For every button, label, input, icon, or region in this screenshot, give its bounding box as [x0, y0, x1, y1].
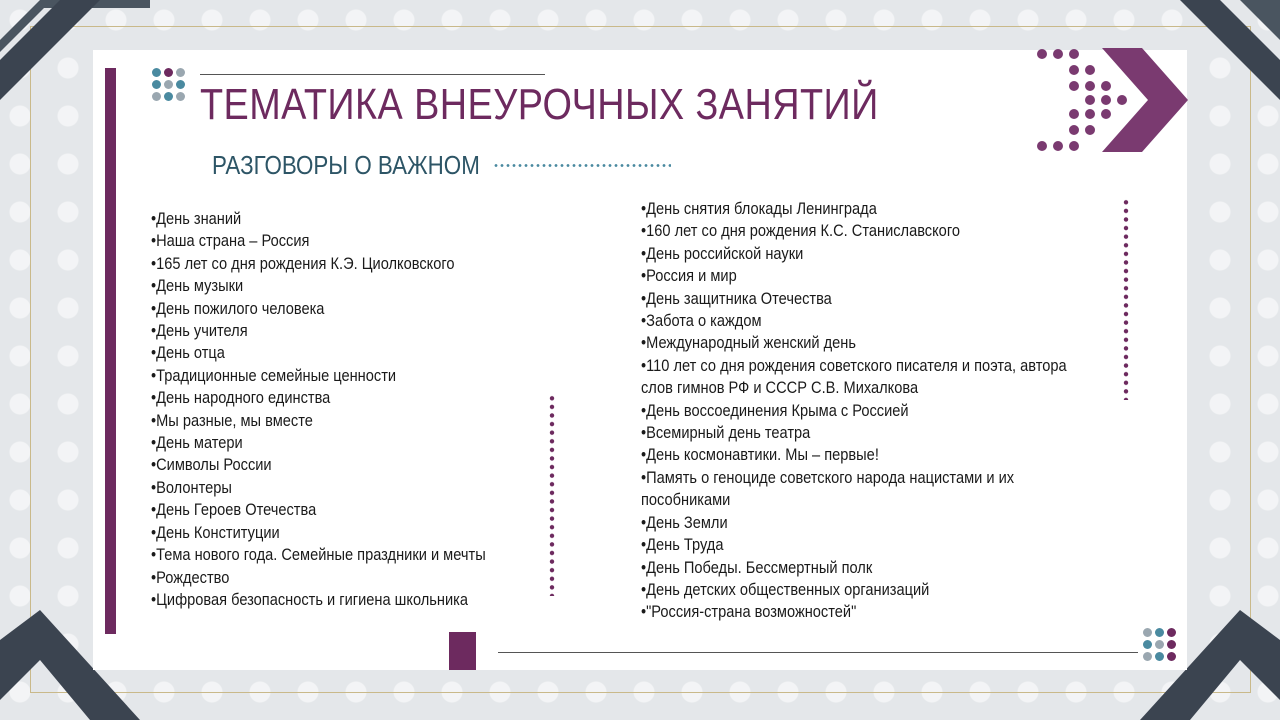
topic-item: •День Героев Отечества — [151, 500, 317, 520]
topics-list-left — [151, 208, 486, 611]
topic-item: •Всемирный день театра — [641, 423, 811, 443]
topic-item: •День музыки — [151, 276, 244, 296]
topic-item: •Память о геноциде советского народа нацистами и их — [641, 467, 1015, 487]
topic-item: •День учителя — [151, 321, 248, 341]
topic-item: •160 лет со дня рождения К.С. Станиславского — [641, 221, 960, 241]
title-rule — [200, 74, 545, 75]
topic-item: •День Земли — [641, 512, 728, 532]
topic-item: •Россия и мир — [641, 266, 737, 286]
page-subtitle: РАЗГОВОРЫ О ВАЖНОМ — [212, 150, 480, 180]
topic-item: •Рождество — [151, 567, 230, 587]
frame-line-top — [30, 26, 1250, 27]
footer-rule — [498, 652, 1138, 653]
topic-item: •День матери — [151, 433, 243, 453]
topic-item: •День Победы. Бессмертный полк — [641, 557, 873, 577]
topic-item: •День Труда — [641, 535, 724, 555]
topic-item: •"Россия-страна возможностей" — [641, 602, 857, 622]
page-title: ТЕМАТИКА ВНЕУРОЧНЫХ ЗАНЯТИЙ — [200, 80, 879, 129]
topic-item: •Международный женский день — [641, 333, 856, 353]
topic-item: •Наша страна – Россия — [151, 231, 310, 251]
dotted-divider-center — [549, 394, 555, 596]
topic-item: слов гимнов РФ и СССР С.В. Михалкова — [641, 378, 919, 398]
subtitle-dotted-line — [493, 164, 671, 167]
topic-item: •Цифровая безопасность и гигиена школьника — [151, 589, 469, 609]
topic-item: •Волонтеры — [151, 477, 232, 497]
topics-list-right — [641, 198, 1067, 624]
topic-item: пособниками — [641, 490, 731, 510]
topic-item: •День воссоединения Крыма с Россией — [641, 400, 909, 420]
dot-grid-bottom-right — [1143, 628, 1176, 661]
topic-item: •День знаний — [151, 209, 242, 228]
dotted-divider-right — [1123, 198, 1129, 400]
frame-line-bottom — [30, 692, 1250, 693]
frame-line-right — [1250, 26, 1251, 693]
accent-bar-left — [105, 68, 116, 634]
topic-item: •165 лет со дня рождения К.Э. Циолковского — [151, 253, 455, 273]
topic-item: •Традиционные семейные ценности — [151, 365, 397, 385]
topic-item: •День российской науки — [641, 243, 804, 263]
topic-item: •Мы разные, мы вместе — [151, 410, 313, 430]
topic-item: •110 лет со дня рождения советского писателя и поэта, автора — [641, 355, 1067, 375]
topic-item: •День снятия блокады Ленинграда — [641, 199, 877, 218]
arrow-decoration-top-right — [1034, 48, 1190, 154]
topic-item: •День детских общественных организаций — [641, 579, 930, 599]
accent-block-bottom — [449, 632, 476, 670]
topic-item: •День пожилого человека — [151, 298, 325, 318]
dot-grid-top-left — [152, 68, 185, 101]
topic-item: •День защитника Отечества — [641, 288, 832, 308]
topic-item: •Тема нового года. Семейные праздники и мечты — [151, 545, 486, 565]
topic-item: •День космонавтики. Мы – первые! — [641, 445, 879, 465]
topic-item: •День отца — [151, 343, 225, 363]
topic-item: •День Конституции — [151, 522, 280, 542]
topic-item: •Забота о каждом — [641, 311, 762, 331]
topic-item: •Символы России — [151, 455, 272, 475]
topic-item: •День народного единства — [151, 388, 331, 408]
frame-line-left — [30, 26, 31, 693]
